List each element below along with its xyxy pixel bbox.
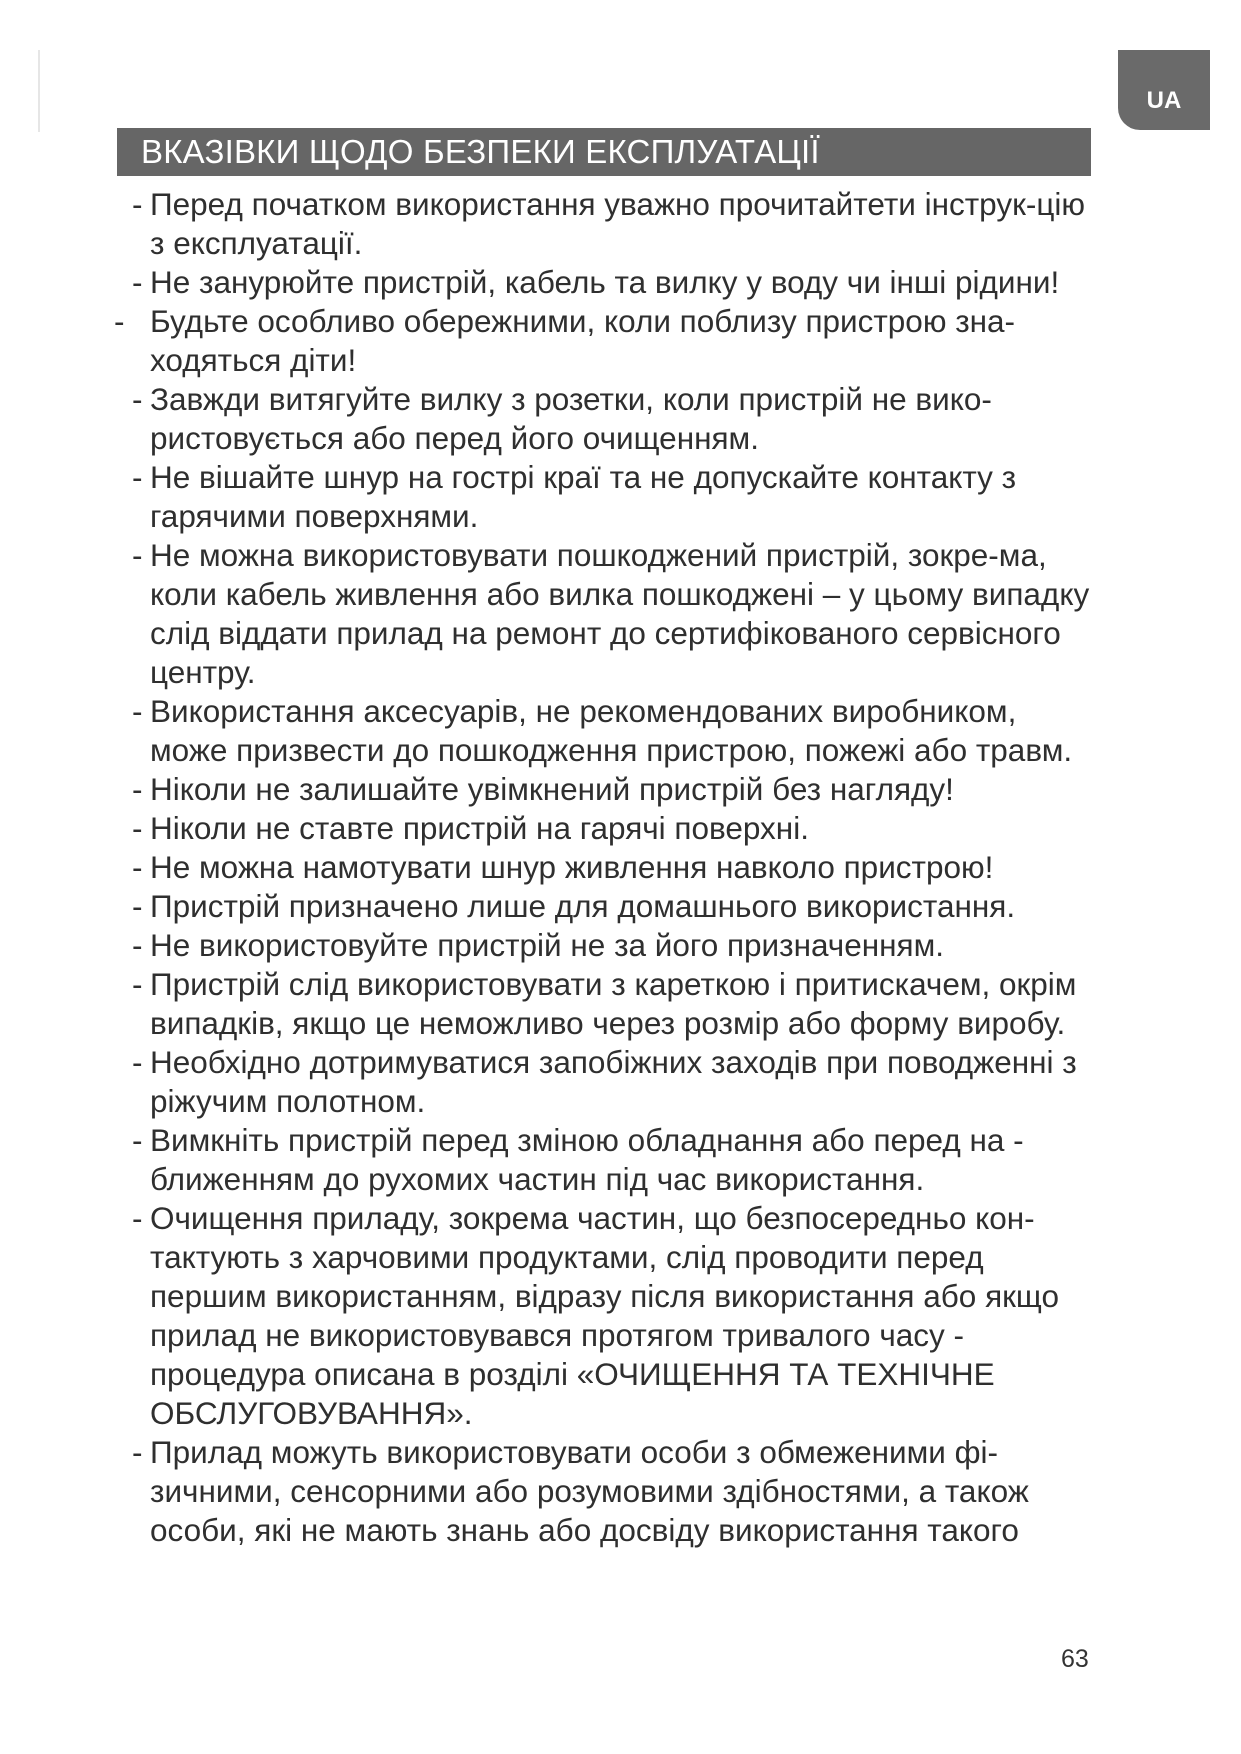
bullet-dash: - xyxy=(132,888,143,924)
list-item xyxy=(112,965,1102,1043)
list-item xyxy=(112,1121,1102,1199)
bullet-dash: - xyxy=(132,186,143,222)
list-item xyxy=(112,263,1102,302)
language-tab: UA xyxy=(1118,50,1210,130)
list-item xyxy=(112,1043,1102,1121)
bullet-dash: - xyxy=(114,303,125,339)
list-item xyxy=(112,1433,1102,1550)
rule-text: Очищення приладу, зокрема частин, що безпосередньо кон-тактують з харчовими продуктами, слід проводити перед першим використанням, відразу після використання або якщо прилад не використовувався протягом тривалого часу - процедура описана в розділі «ОЧИЩЕННЯ ТА ТЕХНІЧНЕ ОБСЛУГОВУВАННЯ». xyxy=(150,1200,1059,1431)
section-title: ВКАЗІВКИ ЩОДО БЕЗПЕКИ ЕКСПЛУАТАЦІЇ xyxy=(117,128,1091,176)
list-item xyxy=(112,848,1102,887)
rule-text: Ніколи не залишайте увімкнений пристрій без нагляду! xyxy=(150,771,954,807)
rule-text: Перед початком використання уважно прочитайтети інструк-цію з експлуатації. xyxy=(150,186,1086,261)
rule-text: Вимкніть пристрій перед зміною обладнання або перед на - ближенням до рухомих частин під час використання. xyxy=(150,1122,1024,1197)
rule-text: Не можна намотувати шнур живлення навколо пристрою! xyxy=(150,849,994,885)
bullet-dash: - xyxy=(132,1200,143,1236)
bullet-dash: - xyxy=(132,381,143,417)
list-item xyxy=(112,887,1102,926)
rule-text: Будьте особливо обережними, коли поблизу пристрою зна-ходяться діти! xyxy=(150,303,1016,378)
bullet-dash: - xyxy=(132,771,143,807)
page-number: 63 xyxy=(1061,1645,1089,1673)
rule-text: Не занурюйте пристрій, кабель та вилку у воду чи інші рідини! xyxy=(150,264,1060,300)
rule-text: Прилад можуть використовувати особи з обмеженими фі-зичними, сенсорними або розумовими здібностями, а також особи, які не мають знань або досвіду використання такого xyxy=(150,1434,1029,1548)
bullet-dash: - xyxy=(132,1434,143,1470)
list-item xyxy=(112,536,1102,692)
rule-text: Пристрій слід використовувати з кареткою і притискачем, окрім випадків, якщо це неможливо через розмір або форму виробу. xyxy=(150,966,1077,1041)
rule-text: Використання аксесуарів, не рекомендованих виробником, може призвести до пошкодження пристрою, пожежі або травм. xyxy=(150,693,1073,768)
list-item xyxy=(112,809,1102,848)
rule-text: Завжди витягуйте вилку з розетки, коли пристрій не вико-ристовується або перед його очищенням. xyxy=(150,381,992,456)
margin-rule xyxy=(38,50,40,132)
list-item xyxy=(112,1199,1102,1433)
list-item xyxy=(112,770,1102,809)
bullet-dash: - xyxy=(132,264,143,300)
bullet-dash: - xyxy=(132,810,143,846)
bullet-dash: - xyxy=(132,537,143,573)
rule-text: Пристрій призначено лише для домашнього використання. xyxy=(150,888,1016,924)
safety-rules-list xyxy=(112,185,1102,1550)
list-item xyxy=(112,458,1102,536)
rule-text: Не вішайте шнур на гострі краї та не допускайте контакту з гарячими поверхнями. xyxy=(150,459,1017,534)
rule-text: Не можна використовувати пошкоджений пристрій, зокре-ма, коли кабель живлення або вилка пошкоджені – у цьому випадку слід віддати прилад на ремонт до сертифікованого сервісного центру. xyxy=(150,537,1090,690)
bullet-dash: - xyxy=(132,849,143,885)
rule-text: Необхідно дотримуватися запобіжних заходів при поводженні з ріжучим полотном. xyxy=(150,1044,1077,1119)
rule-text: Не використовуйте пристрій не за його призначенням. xyxy=(150,927,944,963)
bullet-dash: - xyxy=(132,927,143,963)
list-item xyxy=(112,185,1102,263)
bullet-dash: - xyxy=(132,966,143,1002)
bullet-dash: - xyxy=(132,459,143,495)
bullet-dash: - xyxy=(132,1122,143,1158)
list-item xyxy=(112,692,1102,770)
bullet-dash: - xyxy=(132,693,143,729)
list-item xyxy=(112,302,1102,380)
list-item xyxy=(112,380,1102,458)
rule-text: Ніколи не ставте пристрій на гарячі поверхні. xyxy=(150,810,809,846)
list-item xyxy=(112,926,1102,965)
bullet-dash: - xyxy=(132,1044,143,1080)
